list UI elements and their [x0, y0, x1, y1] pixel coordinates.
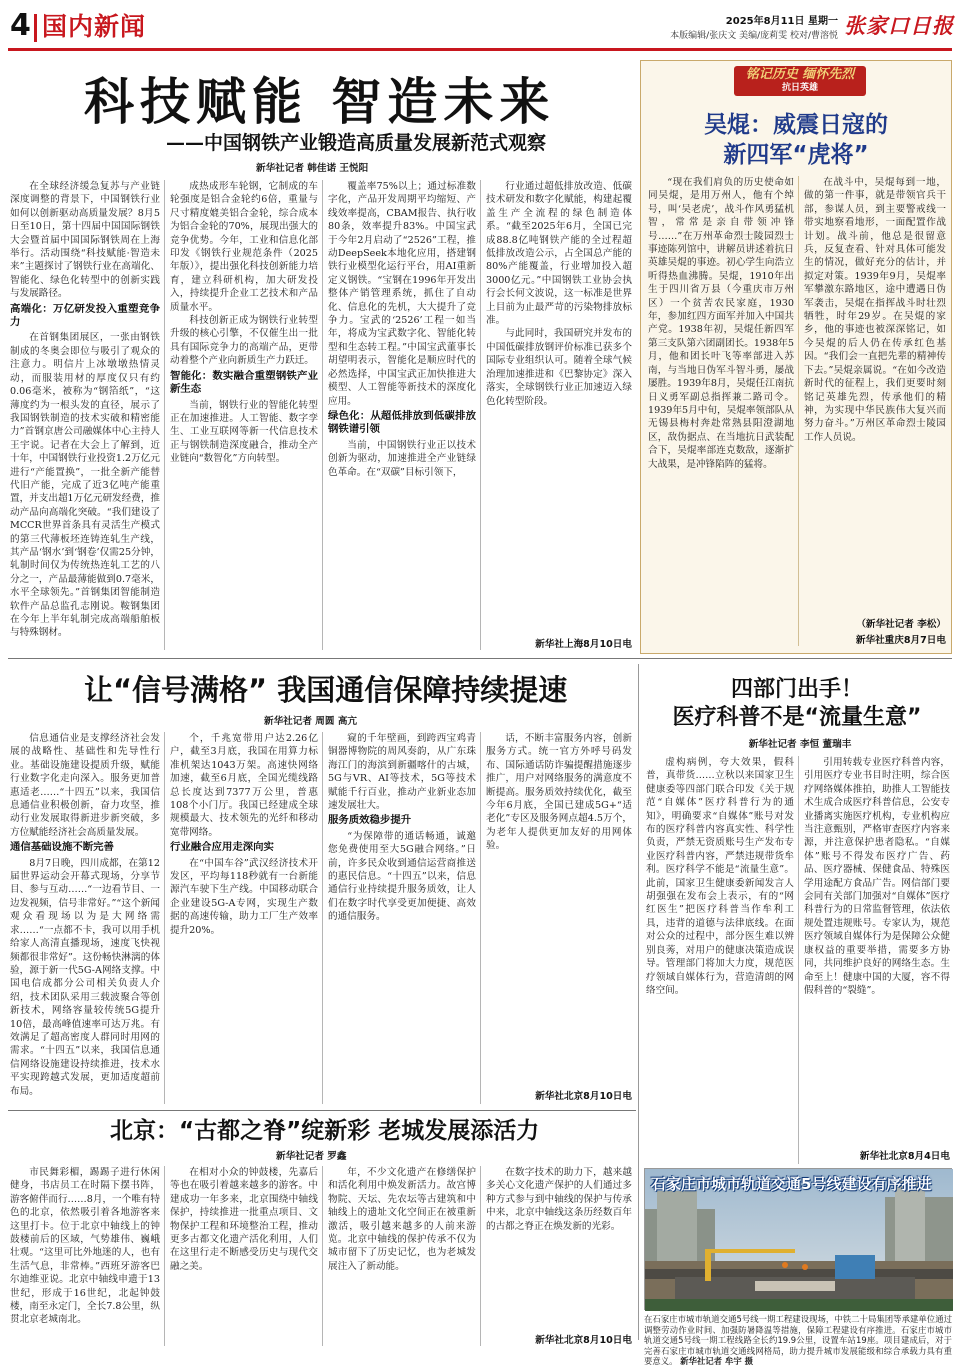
divider — [322, 732, 323, 1104]
newspaper-logo: 张家口日报 — [844, 13, 954, 38]
photo-credit: 新华社记者 牟宇 摄 — [680, 1356, 754, 1367]
masthead — [8, 6, 952, 46]
issue-weekday: 星期一 — [808, 16, 838, 27]
article1-col2 — [170, 180, 318, 650]
article3-col4-p1: 在数字技术的助力下，越来越多关心文化遗产保护的人们通过多种方式参与到中轴线的保护与传承中来，北京中轴线这条历经数百年的古都之脊正在焕发新的光彩。 — [486, 1167, 632, 1232]
article2-subhead2: 行业融合应用走深向实 — [170, 841, 274, 854]
article2-col3 — [328, 732, 476, 1104]
article1-sign: 新华社上海8月10日电 — [535, 639, 632, 650]
divider — [798, 176, 799, 646]
article2-col4-p1: 话，不断丰富服务内容，创新服务方式。统一官方外呼号码发布、国际通话防诈骗提醒措施逐步推广，用户对网络服务的满意度不断提高。服务质效持续优化，截至今年6月底，全国已建成5G+“适老化”专区及服务网点超4.5万个，为老年人提供更加友好的用网体验。 — [486, 733, 632, 852]
masthead-rule — [8, 48, 952, 51]
article2-col1-p2: 8月7日晚，四川成都，在第12届世界运动会开幕式现场，分享节目、参与互动……“一边看节目、一边发视频，信号非常好。”“这个新闻观众看现场以为是大网络需求……“一点都不卡，我可以用手机给家人高清直播现场，速度飞快视频都很非常好”。这份畅快淋漓的体验，源于新一代5G-A网络支撑。中国电信成都分公司相关负责人介绍，技术团队采用三载波聚合等创新技术，网络容量较传统5G提升10倍，最高峰值速率可达万兆。有效满足了超高密度人群同时用网的需求。“十四五”以来，我国信息通信网络设施建设持续推进，技术水平实现跨越式发展，更加适度超前布局。 — [10, 857, 160, 1097]
article4-title-line1: 吴焜：威震日寇的 — [704, 112, 888, 138]
article2-byline: 新华社记者 周圆 高亢 — [264, 716, 358, 727]
divider — [480, 732, 481, 1104]
article4-banner — [734, 66, 866, 96]
article1-subhead3: 绿色化：从超低排放到低碳排放钢铁谱引领 — [328, 409, 476, 436]
photo-caption — [644, 1314, 952, 1367]
article3-sign: 新华社北京8月10日电 — [535, 1335, 632, 1346]
article1-col3-p1: 覆盖率75%以上；通过标准数字化，产品开发周期平均缩短、产线效率提高，CBAM报告、执行收80条，效率提升83%。中国宝武于今年2月启动了“2526”工程，推动DeepSeek本地化应用，搭建钢铁行业模型化运行平台，用AI重新定义钢铁。“宝钢在1996年开发出整体产销管理系统，抓住了自动化、信息化的先机，大大提升了竞争力。宝武的‘2526’工程一如当年，将成为宝武数字化、智能化转型和生态转工程。”中国宝武董事长胡望明表示，智能化是顺应时代的必然选择，中国宝武正加快推进大模型、人工智能等新技术的深度化应用。 — [328, 181, 476, 407]
section-rule — [34, 14, 37, 42]
article5-col1-p1: 虚构病例，夸大效果，假科普，真带货……立秋以来国家卫生健康委等四部门联合印发《关于规范“自媒体”医疗科普行为的通知》，明确要求“自媒体”账号对发布的医疗科普内容真实性、科学性负责，严禁无资质账号生产发布专业医疗科普内容，严禁违规带货牟利。医疗科学不能是“流量生意”。此前，国家卫生健康委新闻发言人胡强强在发布会上表示，有的“网红医生”把医疗科普当作牟利工具，违背的道德与法律底线。在面对公众的过程中，部分医生难以辨别良莠，对用户的健康决策造成误导。管理部门将加大力度，规范医疗领域自媒体行为，营造清朗的网络空间。 — [646, 757, 794, 996]
article2-col4 — [486, 732, 632, 1084]
divider — [164, 180, 165, 650]
article3-col3 — [328, 1166, 476, 1346]
section-divider — [8, 1110, 636, 1111]
article2-col2-p2: 在“中国车谷”武汉经济技术开发区，平均每118秒就有一台新能源汽车驶下生产线。中国移动联合企业建设5G-A专网，实现生产数据的高速传输，助力工厂生产效率提升20%。 — [170, 857, 318, 936]
photo-frame — [644, 1168, 952, 1310]
article4-reporter: （新华社记者 李松） — [856, 619, 946, 630]
article4-sign: 新华社重庆8月7日电 — [855, 635, 946, 646]
section-name: 国内新闻 — [42, 12, 147, 41]
article3-byline: 新华社记者 罗鑫 — [276, 1151, 347, 1162]
article4-banner-text: 铭记历史 缅怀先烈 — [745, 67, 855, 82]
article1-title: 科技赋能 智造未来 — [84, 73, 556, 131]
divider — [798, 756, 799, 1164]
article3-col1-p1: 市民舞彩楣，踢踢子进行休闲健身，书店员工在时隔下摆书阵，游客俯伴而行……8月，一个唯有特色的北京，依然吸引着各地游客来这里打卡。位于北京中轴线上的钟鼓楼前后的区域，气势雄伟、巍峨壮观。“这里可比外地迷的人，也有生活气息，非常棒。”西班牙游客巴尔迪维亚说。北京中轴线申遗于13世纪，形成于16世纪，北起钟鼓楼，南至永定门，全长7.8公里，纵贯北京老城南北。 — [10, 1167, 161, 1326]
article1-col2-p2: 科技创新正成为钢铁行业转型升级的核心引擎，不仅催生出一批具有国际竞争力的高端产品，更带动着整个产业向新质生产力跃迁。 — [170, 315, 318, 367]
date-line — [628, 12, 838, 27]
article5-col1 — [646, 756, 794, 1164]
divider — [322, 1166, 323, 1346]
article1-col2-p3: 当前，钢铁行业的智能化转型正在加速推进。人工智能、数字孪生、工业互联网等新一代信息技术正与钢铁制造深度融合，推动全产业链向“数智化”方向转型。 — [170, 399, 318, 465]
divider — [322, 180, 323, 650]
article1-subtitle: ——中国钢铁产业锻造高质量发展新范式观察 — [166, 132, 547, 154]
article1-subhead1: 高端化：万亿研发投入重塑竞争力 — [10, 302, 160, 329]
article1-col3 — [328, 180, 476, 650]
article2-col3-p2: “为保障带的通话畅通，诚邀您免费使用至大5G融合网络。”日前，许多民众收到通信运营商推送的惠民信息。“十四五”以来，信息通信行业持续提升服务质效，让人们在数字时代享受更加便捷、高效的通信服务。 — [328, 830, 476, 923]
article4-col1 — [648, 176, 794, 646]
article1-col4-p2: 与此同时，我国研究并发布的中国低碳排放钢评价标准已获多个国际专业组织认可。随着全球气候治理加速推进和《巴黎协定》深入落实，全球钢铁行业正加速迈入绿色化转型阶段。 — [486, 328, 632, 407]
article4-title-line2: 新四军“虎将” — [723, 142, 869, 168]
article5-col2 — [804, 756, 950, 1144]
article5-title-line1: 四部门出手！ — [730, 677, 863, 702]
article2-col2 — [170, 732, 318, 1104]
article1-col1-p2: 在首钢集团展区，一张由钢铁制成的冬奥会即位与吸引了观众的注意力。明信片上冰墩墩热情灵动，而服装用材的厚度仅只有约0.06毫米，被称为“钢箔纸”，“这薄度约为一根头发的直径，展示了我国钢铁制造的技术实破和精密能力”首钢京唐公司融媒体中心主持人王宇说。记者在大会上了解到，近十年，中国钢铁行业投资1.2万亿元进行“产能置换”，一批全新产能替代旧产能，完成了近3亿吨产能重置，并支出超1万亿元研发经费，推动产品向高端化突破。“我们建设了MCCR世界首条具有灵活生产模式的第三代薄板坯连铸连轧生产线，其产品‘钢水’到‘钢卷’仅需25分钟，轧制时间仅为传统热连轧工艺的八分之一，产品最薄能做到0.7毫米，水平全球领先。”首钢集团智能制造软件产品总监孔志刚说。鞍钢集团在今年上半年轧制完成高端船舶板与特殊钢材。 — [10, 332, 161, 639]
article4-banner-sub: 抗日英雄 — [781, 83, 818, 93]
article2-col2-p1: 个，千兆宽带用户达2.26亿户，截至3月底，我国在用算力标准机架达1043万架。高速快网络加速，截至6月底，全国光缆线路总长度达到7377万公里，普惠108个小门厅。我国已经建成全球规模最大、技术领先的光纤和移动宽带网络。 — [170, 733, 318, 838]
article5-col2-p1: 引用转载专业医疗科普内容，引用医疗专业书目时注明，综合医疗网络媒体推拍，助推人工智能技术生成合成医疗科普信息，公安专业播离实施医疗机构，专业机构应当注意甄别，严格审查医疗内容来源，并注意保护患者隐私。“自媒体”账号不得发布医疗广告、药品、医疗器械、保健食品、特殊医学用途配方食品广告。网信部门要会同有关部门加强对“自媒体”医疗科普行为的日常监督管理，依法依规处置违规账号。专家认为，规范医疗领域自媒体行为是保障公众健康权益的重要举措，需要多方协同，共同维护良好的网络生态。生命至上！健康中国的大厦，容不得假科普的“裂缝”。 — [804, 757, 950, 996]
article2-subhead1: 通信基础设施不断完善 — [10, 841, 114, 854]
article1-col1 — [10, 180, 160, 650]
article1-col4-p1: 行业通过超低排放改造、低碳技术研发和数字化赋能，构建起覆盖生产全流程的绿色制造体系。“截至2025年6月，全国已完成88.8亿吨钢铁产能的全过程超低排放改造公示，占全国总产能的80%产能覆盖，行业增加投入超3000亿元。”中国钢铁工业协会执行会长何文波说，这一标准是世界上目前为止最严苛的污染物排放标准。 — [486, 181, 632, 327]
article5-byline: 新华社记者 李恒 董瑞丰 — [748, 739, 852, 750]
article1-col3-p2: 当前，中国钢铁行业正以技术创新为驱动，加速推进全产业链绿色革命。在“双碳”目标引领下， — [328, 439, 476, 478]
article3-col2 — [170, 1166, 318, 1346]
article1-col4 — [486, 180, 632, 632]
article4-col2 — [804, 176, 946, 608]
article1-col2-p1: 成热成形车轮钢，它制成的车轮强度是铝合金轮约6倍，重量与尺寸精度媲美铝合金轮，综合成本为铝合金轮的70%，展现出强大的竞争优势。今年，工业和信息化部印发《钢铁行业规范条件（2025年版）》，提出强化科技创新能力培育，建立科研机构，加大研发投入，持续提升企业工艺技术和产品质量水平。 — [170, 181, 318, 313]
article1-col1-p1: 在全球经济缓急复苏与产业链深度调整的背景下，中国钢铁行业如何以创新驱动高质量发展？8月5日至10日，第十四届中国国际钢铁大会暨首届中国国际钢铁周在上海举行。活动围绕“科技赋能·智造未来”主题探讨了钢铁行业在高端化、智能化、绿色化转型中的创新实践与发展路径。 — [10, 181, 160, 300]
article3-col3-p1: 年，不少文化遗产在修缮保护和活化利用中焕发新活力。故宫博物院、天坛、先农坛等古建筑和中轴线上的遗址文化空间正在被重新激活，吸引越来越多的人前来游览。北京中轴线的保护传承不仅为城市留下了历史记忆，也为老城发展注入了新动能。 — [328, 1167, 476, 1272]
divider — [164, 732, 165, 1104]
article2-sign: 新华社北京8月10日电 — [535, 1091, 632, 1102]
issue-date: 2025年8月11日 — [725, 16, 805, 27]
article2-subhead3: 服务质效稳步提升 — [328, 814, 412, 827]
editor-credits: 本版编辑/张庆文 美编/庞莉雯 校对/曹溶悦 — [670, 31, 838, 41]
divider — [638, 664, 639, 1340]
article5-sign: 新华社北京8月4日电 — [859, 1151, 950, 1162]
divider — [480, 180, 481, 650]
page-number: 4 — [10, 8, 31, 43]
article2-col1-p1: 信息通信业是支撑经济社会发展的战略性、基础性和先导性行业。基础设施建设提质升级，赋能行业数字化走向深入。服务更加普惠适老……“十四五”以来，我国信息通信业积极创新，奋力攻坚，推动行业发展取得新进步新突破，多方位赋能经济社会高质量发展。 — [10, 733, 160, 838]
article2-col3-p1: 窥的千年壁画，到跨西宝鸡青铜器博物院的周风奏韵，从广东珠海江门的海滨到新疆喀什的古城，5G与VR、AI等技术，5G等技术赋能千行百业，推动产业新业态加速发展壮大。 — [328, 733, 476, 812]
article4-col2-p1: 在战斗中，吴焜每到一地，做的第一件事，就是带领官兵干部，参谋人员，到主要警戒线一带实地察看地形，一面配置作战计划。战斗前，他总是很留意兵，反复查看、针对具体可能发生的情况，做好充分的估计，并拟定对策。1939年9月，吴焜率军攀激东路地区，途中遭遇日伪军袭击，吴焜在指挥战斗时壮烈牺牲，时年29岁。在吴焜的家乡，他的事迹也被深深铭记，如今吴焜的后人仍在传承红色基因。“我们会一直把先辈的精神传下去。”吴焜亲属说。“在如今改造新时代的征程上，我们更要时刻铭记英雄先烈，传承他们的精神，为实现中华民族伟大复兴而努力奋斗。”万州区革命烈士陵园工作人员说。 — [804, 177, 946, 443]
photo-title: 石家庄市城市轨道交通5号线建设有序推进 — [651, 1175, 932, 1193]
article2-title: 让“信号满格” 我国通信保障持续提速 — [84, 673, 568, 707]
divider — [164, 1166, 165, 1346]
article5-title-line2: 医疗科普不是“流量生意” — [672, 705, 922, 730]
article3-title: 北京：“古都之脊”绽新彩 老城发展添活力 — [110, 1118, 540, 1144]
article2-col1 — [10, 732, 160, 1104]
article1-byline: 新华社记者 韩佳诺 王悦阳 — [256, 163, 369, 174]
article3-col2-p1: 在相对小众的钟鼓楼，先嘉后等也在吸引着越来越多的游客。中建成功一年多来，北京围绕中轴线保护，持续推进一批重点项目、文物保护工程和环境整治工程，推动更多古都文化遗产活化利用，人们在这里行走不断感受历史与现代交融之美。 — [170, 1167, 318, 1272]
section-divider — [8, 658, 952, 659]
photo-caption-text: 在石家庄市城市轨道交通5号线一期工程建设现场，中铁二十局集团等承建单位通过调整劳动作业时间、加强防暑降温等措施，保障工程建设有序推进。石家庄市城市轨道交通5号线一期工程线路全长约19.9公里，设置车站19座。项目建成后，对于完善石家庄市城市轨道交通线网格局，助力提升城市发展能级和综合承载力具有重要意义。 — [644, 1314, 952, 1367]
divider — [480, 1166, 481, 1346]
article3-col1 — [10, 1166, 160, 1346]
article3-col4 — [486, 1166, 632, 1330]
article1-subhead2: 智能化：数实融合重塑钢铁产业新生态 — [170, 369, 318, 396]
article4-col1-p1: “现在我们肩负的历史使命如同吴焜，是用万州人，他有个绰号，叫‘吴老虎’，战斗作风勇猛机智，常常是亲自带领冲锋号……”在万州革命烈士陵园烈士事迹陈列馆中，讲解员讲述着抗日英雄吴焜的事迹。初心学生向浩立听得热血沸腾。吴焜，1910年出生于四川省万县（今重庆市万州区）一个贫苦农民家庭，1930年，参加红四方面军并加入中国共产党。1938年初，吴焜任新四军第三支队第六团副团长。1938年5月，他和团长叶飞等率部进入苏南，与当地日伪军斗智斗勇，屡战屡胜。1939年8月，吴焜任江南抗日义勇军副总指挥兼二路司令。1939年5月中旬，吴焜率领部队从无锡县梅村奔赴常熟县阳澄湖地区，敌伪据点、在当地抗日武装配合下，吴焜率部连克数敌，逐渐扩大战果，是冲锋陷阵的猛将。 — [648, 177, 794, 470]
